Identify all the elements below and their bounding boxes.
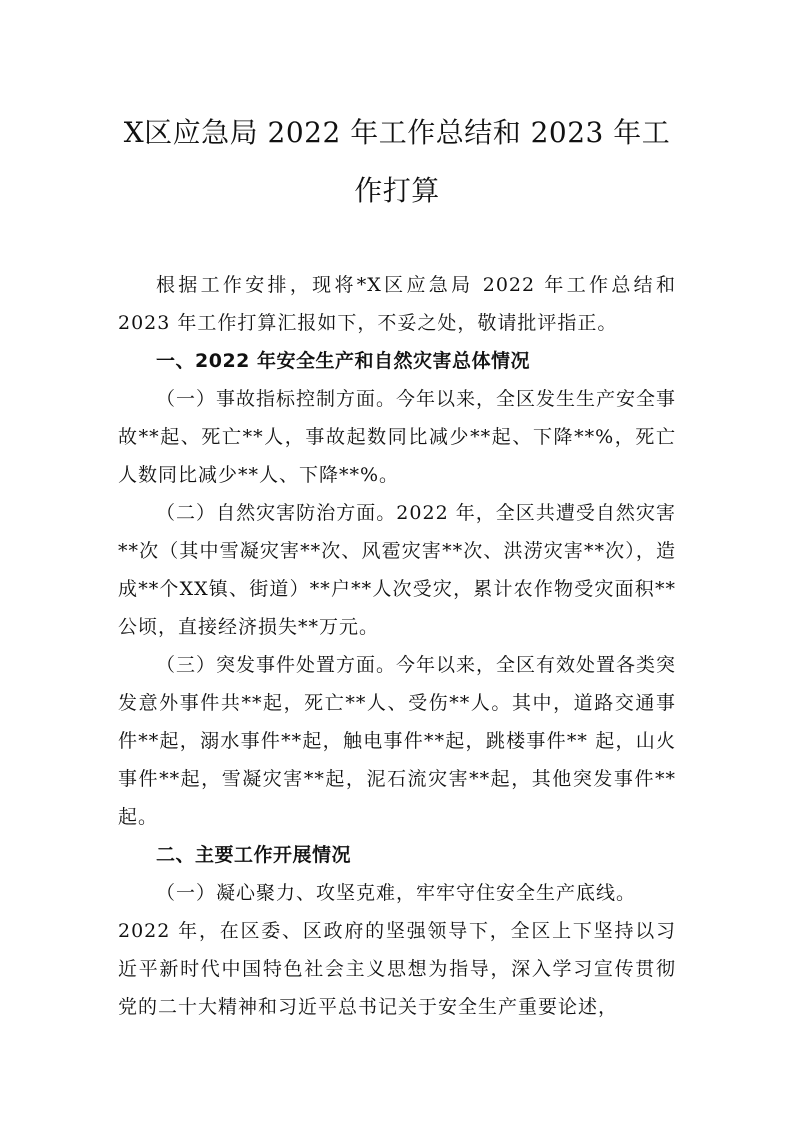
section-1-heading: 一、2022 年安全生产和自然灾害总体情况 [156, 350, 530, 372]
title-line-2: 作打算 [354, 174, 440, 207]
section-2-item-1-text: 2022 年，在区委、区政府的坚强领导下，全区上下坚持以习近平新时代中国特色社会主义思想为指导，深入学习宣传贯彻党的二十大精神和习近平总书记关于安全生产重要论述， [118, 920, 676, 1018]
section-1-item-2: （二）自然灾害防治方面。2022 年，全区共遭受自然灾害**次（其中雪凝灾害**次、风雹灾害**次、洪涝灾害**次），造成**个XX镇、街道）**户**人次受灾，累计农作物受灾面积**公顷，直接经济损失**万元。 [118, 502, 676, 638]
intro-paragraph: 根据工作安排，现将*X区应急局 2022 年工作总结和 2023 年工作打算汇报如下，不妥之处，敬请批评指正。 [118, 274, 676, 334]
section-2-heading: 二、主要工作开展情况 [156, 844, 352, 866]
document-body [118, 266, 676, 1026]
document-title [118, 104, 676, 220]
section-1-item-1: （一）事故指标控制方面。今年以来，全区发生生产安全事故**起、死亡**人，事故起数同比减少**起、下降**%，死亡人数同比减少**人、下降**%。 [118, 388, 677, 486]
section-2-item-1-title: （一）凝心聚力、攻坚克难，牢牢守住安全生产底线。 [156, 882, 637, 904]
section-1-item-3: （三）突发事件处置方面。今年以来，全区有效处置各类突发意外事件共**起，死亡**人、受伤**人。其中，道路交通事件**起，溺水事件**起，触电事件**起，跳楼事件** 起，山火事件**起，雪凝灾害**起，泥石流灾害**起，其他突发事件**起。 [118, 654, 677, 828]
title-line-1: X区应急局 2022 年工作总结和 2023 年工 [123, 116, 671, 149]
